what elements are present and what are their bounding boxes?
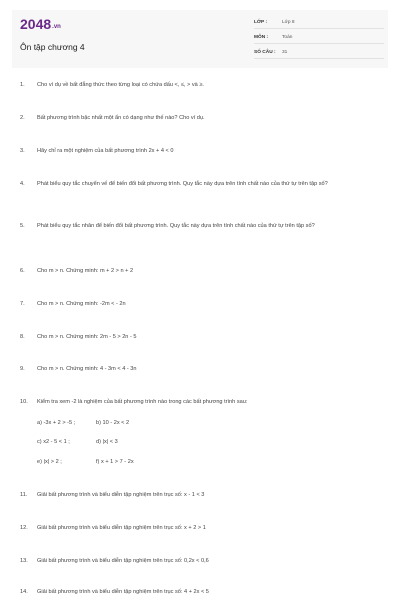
question-number: 4. — [20, 181, 25, 187]
question-text: Giải bất phương trình và biểu diễn tập nghiệm trên trục số: 0,2x < 0,6 — [37, 558, 209, 564]
question-item — [20, 146, 380, 156]
question-number: 11. — [20, 492, 28, 498]
question-item — [20, 364, 380, 374]
answer-option: c) x2 - 5 < 1 ; — [37, 439, 70, 445]
question-text: Cho m > n. Chứng minh: 4 - 3m < 4 - 3n — [37, 366, 137, 372]
question-item — [20, 266, 380, 276]
question-item — [20, 113, 380, 123]
logo-text: 2048 — [20, 16, 52, 32]
question-text: Cho ví dụ về bất đẳng thức theo từng loại có chứa dấu <, ≤, > và ≥. — [37, 82, 204, 88]
question-item — [20, 332, 380, 342]
question-item — [20, 179, 380, 189]
question-number: 6. — [20, 268, 25, 274]
meta-row-count — [254, 46, 384, 59]
answer-option: f) x + 1 > 7 - 2x — [96, 459, 134, 465]
question-item — [20, 299, 380, 309]
meta-value: Lớp 8 — [282, 19, 295, 25]
question-text: Cho m > n. Chứng minh: 2m - 5 > 2n - 5 — [37, 334, 137, 340]
meta-info — [254, 16, 384, 61]
site-logo[interactable] — [20, 16, 61, 32]
question-text: Cho m > n. Chứng minh: m + 2 > n + 2 — [37, 268, 134, 274]
question-text: Phát biểu quy tắc nhân để biến đổi bất phương trình. Quy tắc này dựa trên tính chất nào của thứ tự trên tập số? — [37, 223, 315, 229]
meta-value: 31 — [282, 49, 288, 55]
question-number: 2. — [20, 115, 25, 121]
meta-row-subject — [254, 31, 384, 44]
logo-tld: .vn — [52, 24, 61, 30]
meta-label: LỚP : — [254, 19, 268, 25]
question-number: 8. — [20, 334, 25, 340]
answer-option: e) |x| > 2 ; — [37, 459, 62, 465]
question-item — [20, 397, 380, 407]
question-number: 12. — [20, 525, 28, 531]
question-text: Giải bất phương trình và biểu diễn tập nghiệm trên trục số: x + 2 > 1 — [37, 525, 206, 531]
question-number: 5. — [20, 223, 25, 229]
meta-row-class — [254, 16, 384, 29]
question-item — [20, 80, 380, 90]
question-item — [20, 523, 380, 533]
meta-value: Toán — [282, 34, 293, 40]
worksheet-header — [12, 10, 388, 68]
meta-label: SỐ CÂU : — [254, 49, 276, 55]
answer-option: d) |x| < 3 — [96, 439, 118, 445]
question-text: Cho m > n. Chứng minh: -2m < - 2n — [37, 301, 126, 307]
question-number: 7. — [20, 301, 25, 307]
question-number: 9. — [20, 366, 25, 372]
question-number: 10. — [20, 399, 28, 405]
question-item — [20, 556, 380, 566]
answer-option: a) -3x + 2 > -5 ; — [37, 420, 76, 426]
question-text: Kiểm tra xem -2 là nghiệm của bất phương trình nào trong các bất phương trình sau: — [37, 399, 248, 405]
question-text: Giải bất phương trình và biểu diễn tập nghiệm trên trục số: x - 1 < 3 — [37, 492, 205, 498]
question-item — [20, 587, 380, 597]
answer-option: b) 10 - 2x < 2 — [96, 420, 130, 426]
document-title: Ôn tập chương 4 — [20, 42, 85, 52]
question-text: Phát biểu quy tắc chuyển vế để biến đổi bất phương trình. Quy tắc này dựa trên tính chất nào của thứ tự trên tập số? — [37, 181, 328, 187]
question-number: 13. — [20, 558, 28, 564]
meta-label: MÔN : — [254, 34, 269, 40]
question-item — [20, 490, 380, 500]
question-text: Bất phương trình bậc nhất một ẩn có dạng như thế nào? Cho ví dụ. — [37, 115, 205, 121]
question-text: Hãy chỉ ra một nghiệm của bất phương trình 2x + 4 < 0 — [37, 148, 174, 154]
question-number: 3. — [20, 148, 25, 154]
question-number: 14. — [20, 589, 28, 595]
question-item — [20, 221, 380, 231]
question-number: 1. — [20, 82, 25, 88]
question-text: Giải bất phương trình và biểu diễn tập nghiệm trên trục số: 4 + 2x < 5 — [37, 589, 209, 595]
